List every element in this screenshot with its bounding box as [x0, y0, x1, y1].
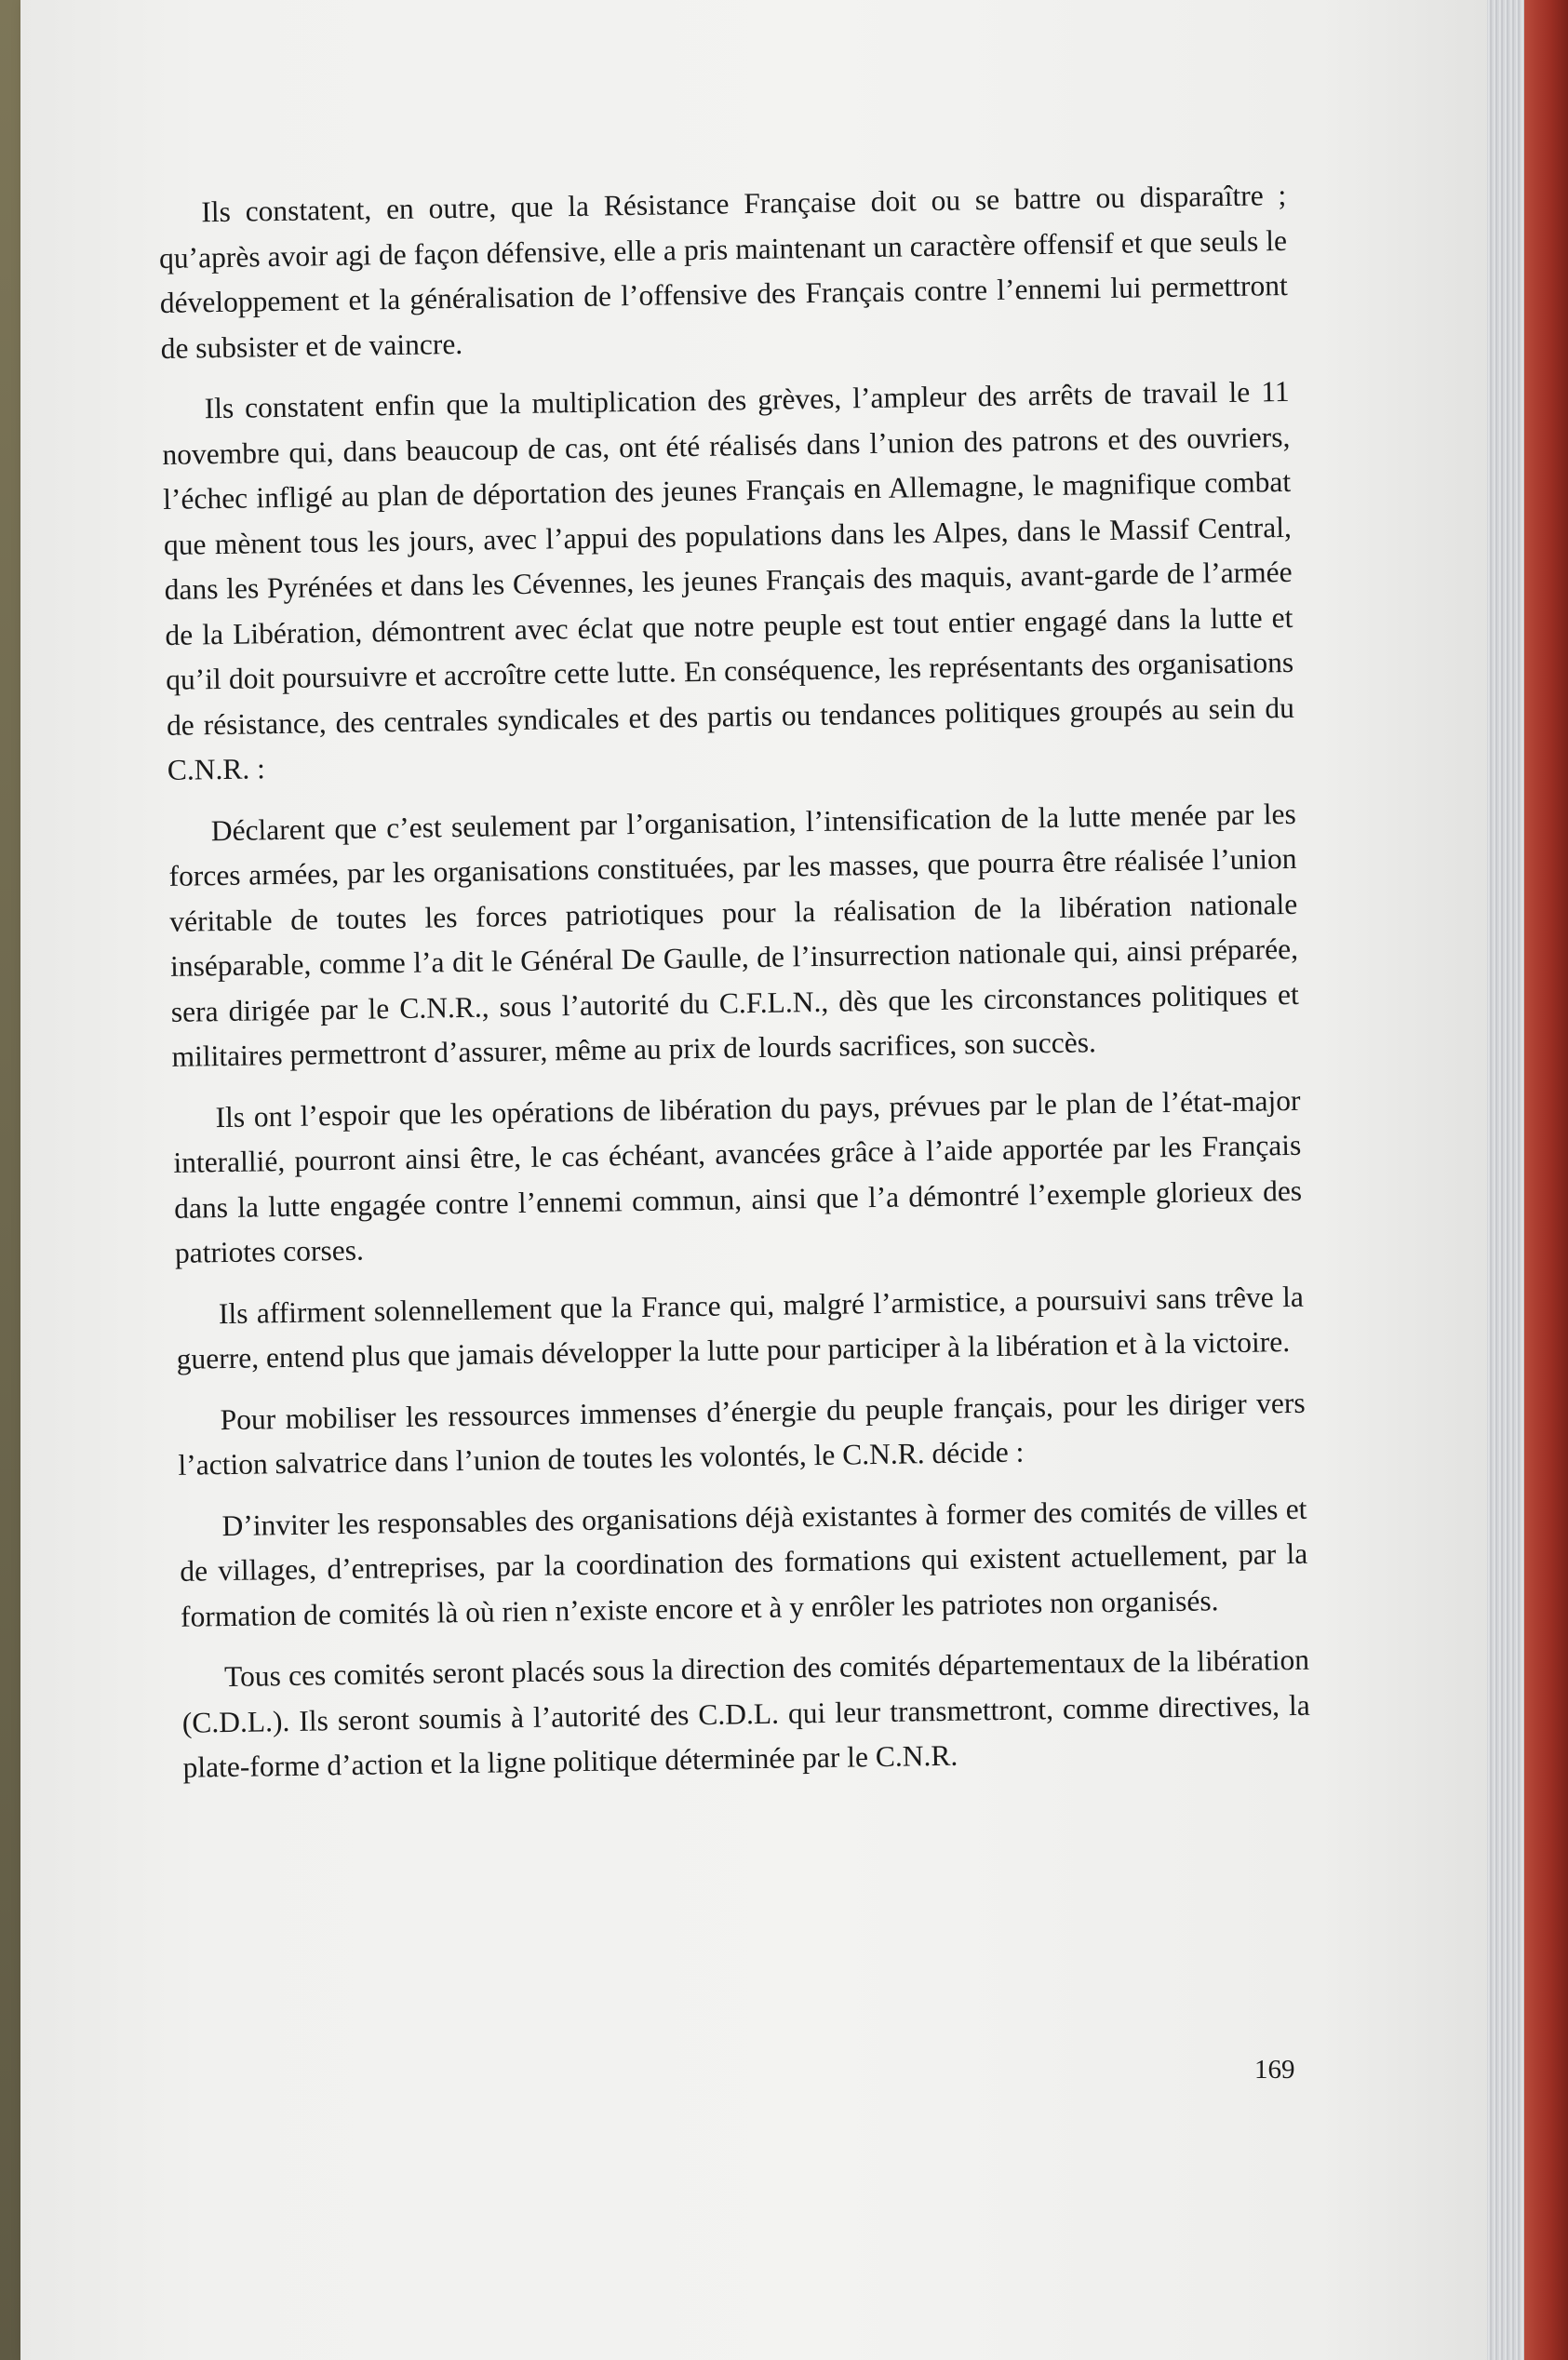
paragraph-5: Ils affirment solennellement que la France qui, malgré l’armistice, a poursuivi sans trêve la guerre, entend plus que jamais développer la lutte pour participer à la libération et à la victoire. [176, 1280, 1305, 1375]
paragraph-6: Pour mobiliser les ressources immenses d’énergie du peuple français, pour les diriger vers l’action salvatrice dans l’union de toutes les volontés, le C.N.R. décide : [178, 1386, 1306, 1482]
page-number: 169 [1254, 2055, 1295, 2085]
paragraph-1: Ils constatent, en outre, que la Résistance Française doit ou se battre ou disparaître ; qu’après avoir agi de façon défensive, elle a pris maintenant un caractère offensif et que seuls le développement et la généralisation de l’offensive des Français contre l’ennemi lui permettront de subsister et de vaincre. [158, 178, 1289, 365]
book-page [20, 0, 1495, 2360]
body-text [158, 173, 1311, 1806]
paragraph-3: Déclarent que c’est seulement par l’organisation, l’intensification de la lutte menée par les forces armées, par les organisations constituées, par les masses, que pourra être réalisée l’union véritable de toutes les forces patriotiques pour la réalisation de la libération nationale inséparable, comme l’a dit le Général De Gaulle, de l’insurrection nationale qui, ainsi préparée, sera dirigée par le C.N.R., sous l’autorité du C.F.L.N., dès que les circonstances politiques et militaires permettront d’assurer, même au prix de lourds sacrifices, son succès. [168, 797, 1299, 1073]
paragraph-2: Ils constatent enfin que la multiplication des grèves, l’ampleur des arrêts de travail le 11 novembre qui, dans beaucoup de cas, ont été réalisés dans l’union des patrons et des ouvriers, l’échec infligé au plan de déportation des jeunes Français en Allemagne, le magnifique combat que mènent tous les jours, avec l’appui des populations dans les Alpes, dans le Massif Central, dans les Pyrénées et dans les Cévennes, les jeunes Français des maquis, avant-garde de l’armée de la Libération, démontrent avec éclat que notre peuple est tout entier engagé dans la lutte et qu’il doit poursuivre et accroître cette lutte. En conséquence, les représentants des organisations de résistance, des centrales syndicales et des partis ou tendances politiques groupés au sein du C.N.R. : [162, 374, 1295, 786]
paragraph-7: D’inviter les responsables des organisations déjà existantes à former des comités de villes et de villages, d’entreprises, par la coordination des formations qui existent actuellement, par la formation de comités là où rien n’existe encore et à y enrôler les patriotes non organisés. [180, 1492, 1308, 1633]
paragraph-4: Ils ont l’espoir que les opérations de libération du pays, prévues par le plan de l’état-major interallié, pourront ainsi être, le cas échéant, avancées grâce à l’aide apportée par les Français dans la lutte engagée contre l’ennemi commun, ainsi que l’a démontré l’exemple glorieux des patriotes corses. [173, 1083, 1303, 1269]
page-stack-edges [1487, 0, 1524, 2360]
book-cover-edge [1524, 0, 1568, 2360]
paragraph-8: Tous ces comités seront placés sous la direction des comités départementaux de la libération (C.D.L.). Ils seront soumis à l’autorité des C.D.L. qui leur transmettront, comme directives, la plate-forme d’action et la ligne politique déterminée par le C.N.R. [181, 1643, 1310, 1784]
